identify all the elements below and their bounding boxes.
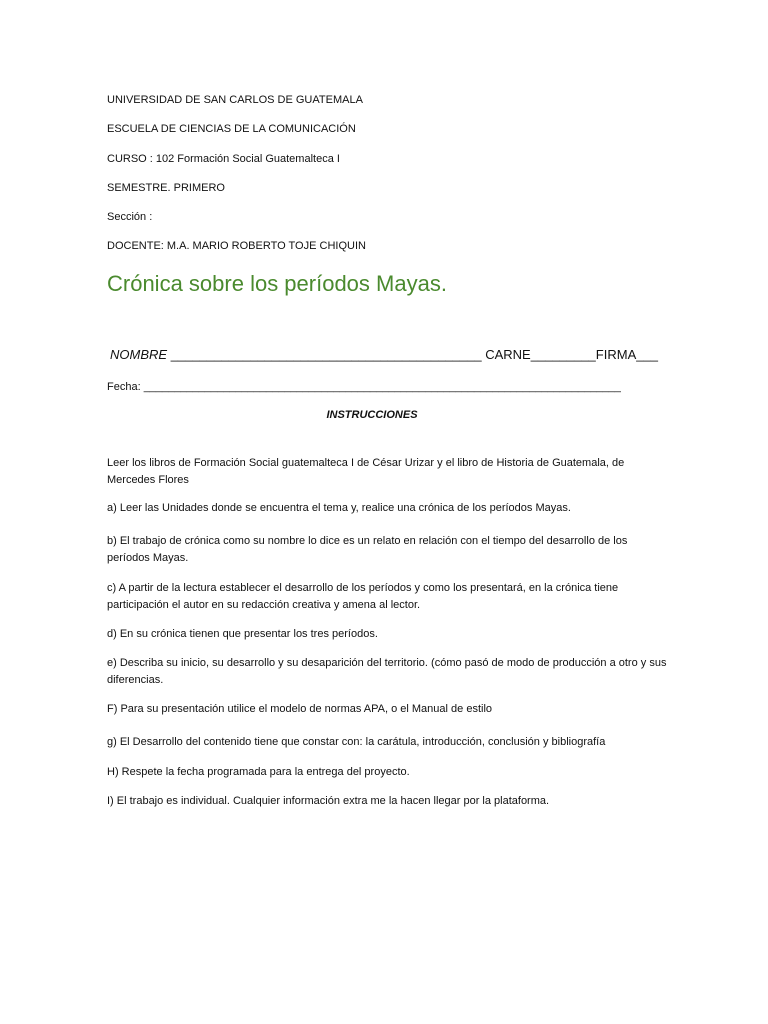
instruction-c: c) A partir de la lectura establecer el desarrollo de los períodos y como los presentará, en la crónica tiene participación el autor en su redacción creativa y amena al lector. [107,582,619,611]
instructions-heading: INSTRUCCIONES [326,409,418,421]
teacher-line: DOCENTE: M.A. MARIO ROBERTO TOJE CHIQUIN [107,240,366,252]
firma-blank: ___ [636,347,658,362]
date-row [107,380,621,394]
instruction-f: F) Para su presentación utilice el modelo de normas APA, o el Manual de estilo [107,703,492,715]
instruction-e: e) Describa su inicio, su desarrollo y su desaparición del territorio. (cómo pasó de modo de producción a otro y sus diferencias. [107,657,667,686]
name-label: NOMBRE [110,347,168,362]
carne-label: CARNE [485,347,531,362]
instruction-a: a) Leer las Unidades donde se encuentra el tema y, realice una crónica de los períodos Mayas. [107,502,571,514]
section-line: Sección : [107,211,153,223]
instruction-intro: Leer los libros de Formación Social guatemalteca I de César Urizar y el libro de Historia de Guatemala, de Mercedes Flores [107,457,625,486]
course-line: CURSO : 102 Formación Social Guatemalteca I [107,153,340,165]
instruction-h: H) Respete la fecha programada para la entrega del proyecto. [107,766,410,778]
date-label: Fecha: [107,381,141,393]
firma-label: FIRMA [595,347,637,362]
instruction-i: I) El trabajo es individual. Cualquier información extra me la hacen llegar por la plataforma. [107,795,550,807]
carne-blank: _________ [530,347,596,362]
university-name: UNIVERSIDAD DE SAN CARLOS DE GUATEMALA [107,94,363,106]
semester-line: SEMESTRE. PRIMERO [107,182,225,194]
student-info-row [110,347,658,363]
instruction-g: g) El Desarrollo del contenido tiene que constar con: la carátula, introducción, conclusión y bibliografía [107,736,606,748]
name-blank: ___________________________________________ [170,347,482,362]
document-title: Crónica sobre los períodos Mayas. [107,271,447,296]
date-blank: ______________________________________________________________________________ [143,381,621,393]
instruction-d: d) En su crónica tienen que presentar los tres períodos. [107,628,378,640]
instruction-b: b) El trabajo de crónica como su nombre lo dice es un relato en relación con el tiempo del desarrollo de los períodos Mayas. [107,535,628,564]
school-name: ESCUELA DE CIENCIAS DE LA COMUNICACIÓN [107,123,356,135]
